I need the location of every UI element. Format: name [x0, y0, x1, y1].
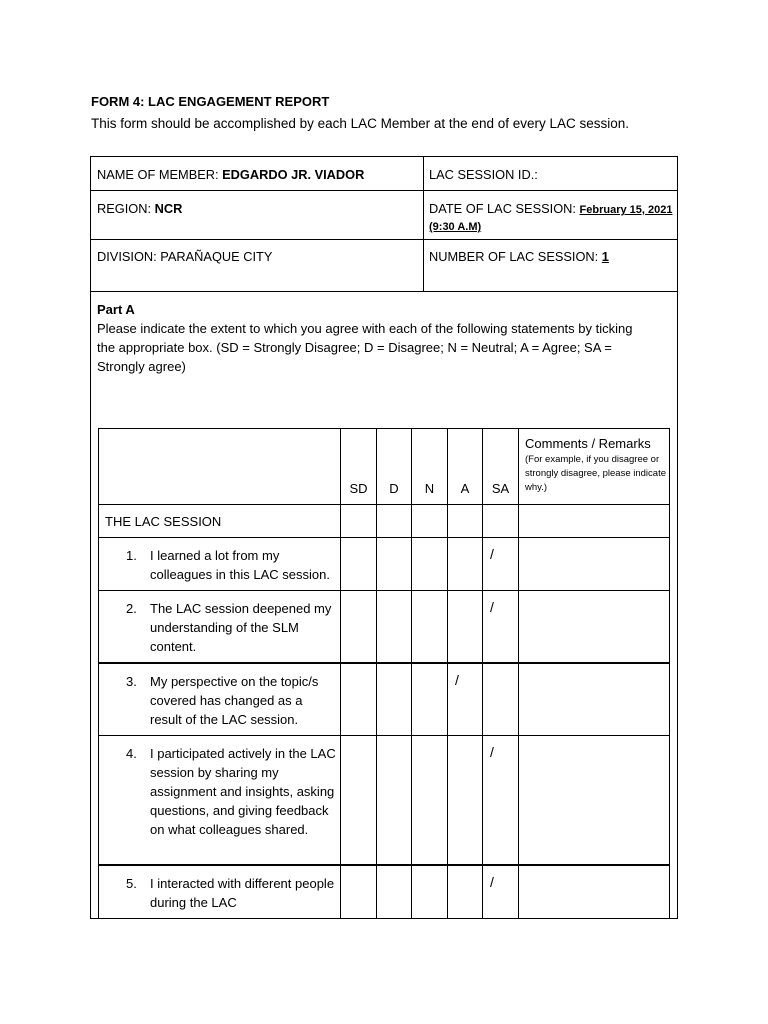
division-label: DIVISION: PARAÑAQUE CITY: [97, 249, 273, 264]
statement-text: I interacted with different people during the LAC: [150, 875, 335, 910]
header-blank-cell: [99, 429, 341, 505]
col-header-comments: [519, 429, 670, 505]
section-label: THE LAC SESSION: [99, 505, 341, 538]
row-divider: [91, 190, 677, 191]
row-divider: [91, 239, 677, 240]
part-a-heading: Part A: [97, 302, 135, 317]
statement-number: 3.: [126, 674, 137, 689]
statement-number: 5.: [126, 875, 137, 891]
table-row: [99, 591, 670, 664]
section-row: [99, 505, 670, 538]
rating-cell-a[interactable]: [448, 591, 483, 664]
member-name-label: NAME OF MEMBER:: [97, 167, 223, 182]
table-header-row: [99, 429, 670, 505]
statement-text: I learned a lot from my colleagues in this LAC session.: [150, 548, 330, 582]
session-date-field: [429, 201, 674, 235]
part-a-text-line1: Please indicate the extent to which you agree with each of the following statements by ticking: [97, 321, 633, 336]
tick-mark: /: [490, 744, 494, 760]
col-header-sd: SD: [341, 429, 377, 505]
session-id-field: [429, 167, 538, 183]
rating-cell-n[interactable]: [412, 736, 448, 865]
rating-cell-sd[interactable]: [341, 591, 377, 664]
table-row: [99, 538, 670, 591]
form-instructions: This form should be accomplished by each LAC Member at the end of every LAC session.: [91, 116, 630, 131]
col-header-n: N: [412, 429, 448, 505]
comments-cell[interactable]: [519, 663, 670, 736]
division-field: [97, 249, 272, 265]
rating-cell-n[interactable]: [412, 663, 448, 736]
table-row: [99, 865, 670, 919]
comments-cell[interactable]: [519, 591, 670, 664]
statement-text: My perspective on the topic/s covered has changed as a result of the LAC session.: [150, 674, 319, 727]
comments-title: Comments / Remarks: [525, 436, 651, 451]
rating-cell-n[interactable]: [412, 591, 448, 664]
region-value: NCR: [154, 201, 183, 216]
rating-cell-d[interactable]: [377, 865, 412, 919]
session-number-value: 1: [601, 249, 609, 264]
col-header-a: A: [448, 429, 483, 505]
col-header-sa: SA: [483, 429, 519, 505]
rating-cell-n[interactable]: [412, 538, 448, 591]
form-container: [90, 156, 678, 919]
statement-number: 2.: [126, 601, 137, 616]
comments-cell[interactable]: [519, 865, 670, 919]
tick-mark: /: [490, 873, 494, 890]
statement-text: The LAC session deepened my understanding of the SLM content.: [150, 601, 332, 654]
rating-cell-sd[interactable]: [341, 736, 377, 865]
comments-cell[interactable]: [519, 538, 670, 591]
session-time-value: (9:30 A.M): [429, 221, 482, 233]
tick-mark: /: [455, 672, 459, 688]
rating-cell-a[interactable]: [448, 736, 483, 865]
rating-cell-sd[interactable]: [341, 663, 377, 736]
member-name-value: EDGARDO JR. VIADOR: [222, 167, 365, 182]
rating-cell-a[interactable]: [448, 663, 483, 736]
member-name-field: [97, 167, 364, 183]
rating-cell-d[interactable]: [377, 663, 412, 736]
rating-cell-sd[interactable]: [341, 538, 377, 591]
rating-cell-d[interactable]: [377, 538, 412, 591]
rating-cell-sd[interactable]: [341, 865, 377, 919]
statement-number: 4.: [126, 746, 137, 761]
tick-mark: /: [490, 599, 494, 615]
session-number-field: [429, 249, 609, 265]
row-divider: [91, 291, 677, 292]
part-a-text-line2: the appropriate box. (SD = Strongly Disagree; D = Disagree; N = Neutral; A = Agree; SA = Strongly agree): [97, 340, 612, 374]
comments-note: (For example, if you disagree or strongly disagree, please indicate why.): [525, 454, 667, 493]
region-label: REGION:: [97, 201, 155, 216]
table-row: [99, 663, 670, 736]
rating-cell-a[interactable]: [448, 865, 483, 919]
rating-cell-a[interactable]: [448, 538, 483, 591]
session-date-value: February 15, 2021: [579, 204, 673, 216]
tick-mark: /: [490, 546, 494, 562]
rating-cell-d[interactable]: [377, 736, 412, 865]
rating-table: [98, 428, 670, 919]
session-number-label: NUMBER OF LAC SESSION:: [429, 249, 602, 264]
session-id-label: LAC SESSION ID.:: [429, 167, 538, 182]
statement-text: I participated actively in the LAC session by sharing my assignment and insights, asking questions, and giving feedback on what colleagues shared.: [150, 746, 336, 837]
table-row: [99, 736, 670, 865]
rating-cell-sa[interactable]: [483, 663, 519, 736]
column-divider: [423, 157, 424, 291]
rating-cell-n[interactable]: [412, 865, 448, 919]
part-a-instructions: [97, 300, 657, 376]
session-date-label: DATE OF LAC SESSION:: [429, 201, 580, 216]
region-field: [97, 201, 182, 217]
statement-number: 1.: [126, 548, 137, 563]
rating-cell-sa[interactable]: [483, 736, 519, 865]
col-header-d: D: [377, 429, 412, 505]
form-title: FORM 4: LAC ENGAGEMENT REPORT: [91, 94, 330, 109]
rating-cell-sa[interactable]: [483, 538, 519, 591]
rating-cell-d[interactable]: [377, 591, 412, 664]
rating-cell-sa[interactable]: [483, 591, 519, 664]
rating-cell-sa[interactable]: [483, 865, 519, 919]
comments-cell[interactable]: [519, 736, 670, 865]
